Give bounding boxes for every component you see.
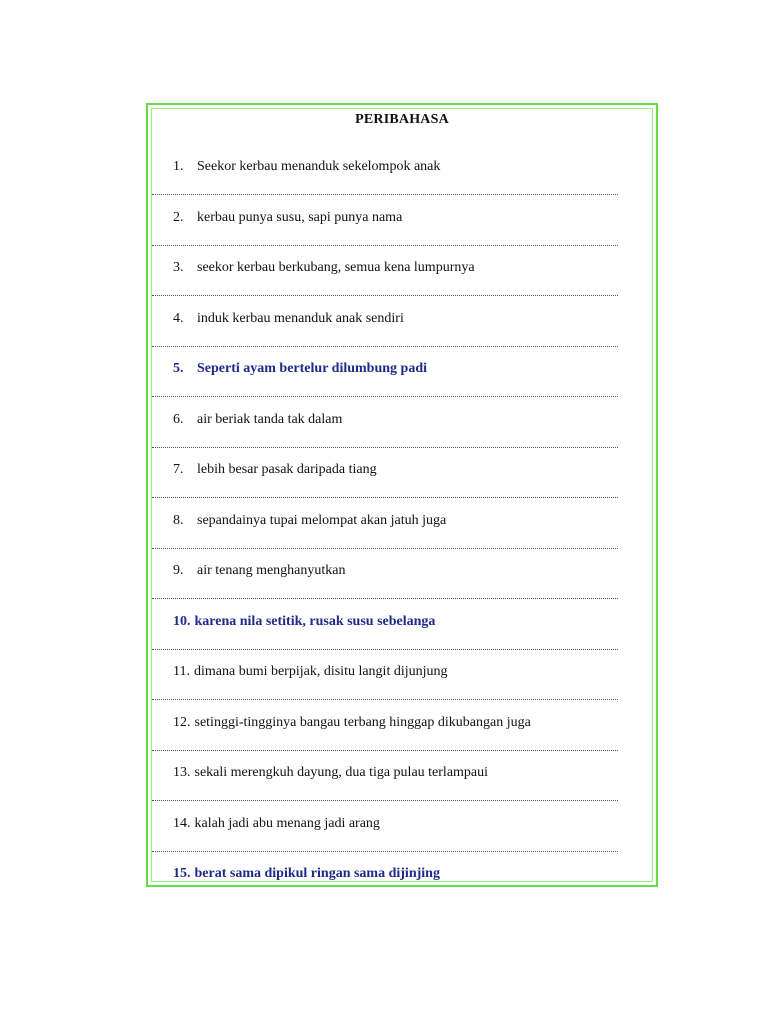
list-item-number: 8. [173, 512, 184, 528]
list-item [173, 662, 646, 682]
list-item [173, 309, 646, 329]
answer-line [152, 245, 618, 246]
list-item-text: Seekor kerbau menanduk sekelompok anak [197, 159, 441, 174]
list-item-text: setinggi-tingginya bangau terbang hinggap dikubangan juga [194, 714, 531, 730]
list-item-number: 2. [173, 209, 184, 225]
list-item-number: 12. [173, 714, 191, 730]
list-item-text: kerbau punya susu, sapi punya nama [197, 209, 403, 225]
answer-line [152, 649, 618, 650]
proverb-box [146, 103, 658, 887]
answer-line [152, 851, 618, 852]
answer-line [152, 295, 618, 296]
list-item [173, 612, 646, 632]
list-item [173, 208, 646, 228]
answer-line [152, 800, 618, 801]
list-item-text: kalah jadi abu menang jadi arang [194, 815, 380, 831]
answer-line [152, 346, 618, 347]
list-item-number: 1. [173, 159, 184, 174]
answer-line [152, 598, 618, 599]
list-item-number: 3. [173, 260, 184, 275]
answer-line [152, 548, 618, 549]
list-item-text: berat sama dipikul ringan sama dijinjing [194, 866, 440, 881]
list-item-text: lebih besar pasak daripada tiang [197, 462, 377, 477]
list-item [173, 157, 646, 177]
list-item-number: 13. [173, 765, 191, 780]
list-item [173, 713, 646, 733]
list-item [173, 864, 646, 884]
list-item [173, 511, 646, 531]
list-item-number: 9. [173, 563, 184, 578]
list-item [173, 763, 646, 783]
list-item [173, 561, 646, 581]
list-item-number: 15. [173, 866, 191, 881]
list-item-number: 14. [173, 815, 191, 831]
list-item [173, 460, 646, 480]
list-item-text: air beriak tanda tak dalam [197, 411, 343, 427]
list-item-number: 4. [173, 310, 184, 326]
answer-line [152, 447, 618, 448]
page-title: PERIBAHASA [355, 112, 449, 127]
list-item [173, 410, 646, 430]
answer-line [152, 194, 618, 195]
list-item-number: 7. [173, 462, 184, 477]
list-item-text: sekali merengkuh dayung, dua tiga pulau terlampaui [194, 765, 489, 780]
list-item [173, 359, 646, 379]
list-item-text: dimana bumi berpijak, disitu langit dijunjung [193, 664, 448, 679]
list-item-number: 10. [173, 613, 191, 629]
list-item-text: air tenang menghanyutkan [197, 563, 346, 578]
answer-line [152, 750, 618, 751]
answer-line [152, 699, 618, 700]
list-item-text: induk kerbau menanduk anak sendiri [197, 310, 404, 326]
answer-line [152, 497, 618, 498]
list-item-number: 6. [173, 411, 184, 427]
list-item-text: Seperti ayam bertelur dilumbung padi [197, 361, 427, 376]
list-item-text: sepandainya tupai melompat akan jatuh juga [197, 512, 447, 528]
list-item-number: 11. [173, 664, 190, 679]
list-item-text: karena nila setitik, rusak susu sebelanga [194, 613, 436, 629]
list-item-text: seekor kerbau berkubang, semua kena lumpurnya [197, 260, 475, 275]
answer-line [152, 396, 618, 397]
list-item [173, 258, 646, 278]
list-item [173, 814, 646, 834]
list-item-number: 5. [173, 361, 184, 376]
